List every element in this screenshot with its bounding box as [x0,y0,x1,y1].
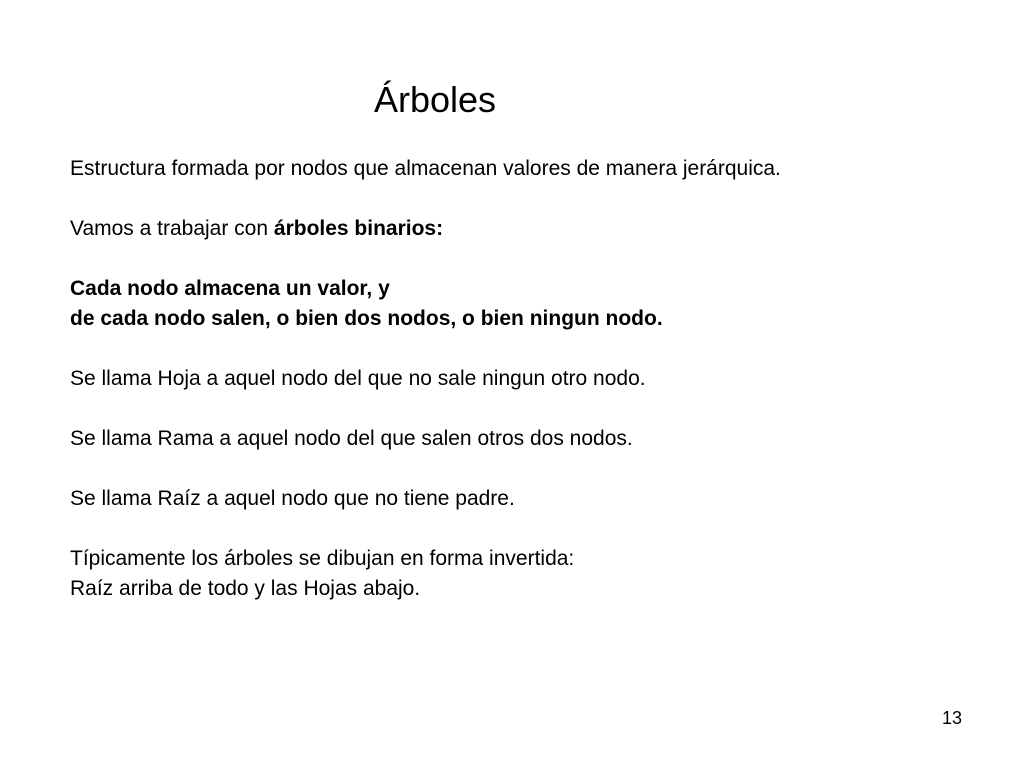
binary-intro-text: Vamos a trabajar con [70,217,274,240]
drawing-convention-line-2: Raíz arriba de todo y las Hojas abajo. [70,577,421,600]
binary-trees-term: árboles binarios: [273,217,444,240]
binary-rule-line-1: Cada nodo almacena un valor, y [70,277,390,300]
spacer [70,394,990,424]
spacer [70,514,990,544]
leaf-definition: Se llama Hoja a aquel nodo del que no sale ningun otro nodo. [70,367,646,390]
root-definition: Se llama Raíz a aquel nodo que no tiene padre. [70,487,515,510]
slide-title: Árboles [373,79,497,120]
spacer [70,244,990,274]
spacer [70,334,990,364]
definition-text: Estructura formada por nodos que almacenan valores de manera jerárquica. [70,157,781,180]
binary-rule-line-2: de cada nodo salen, o bien dos nodos, o bien ningun nodo. [70,307,663,330]
page-number: 13 [941,708,962,728]
slide-body [70,154,990,604]
spacer [70,184,990,214]
binary-trees-intro [70,214,990,244]
drawing-convention-line-1: Típicamente los árboles se dibujan en forma invertida: [70,547,575,570]
spacer [70,454,990,484]
branch-definition: Se llama Rama a aquel nodo del que salen otros dos nodos. [70,427,633,450]
